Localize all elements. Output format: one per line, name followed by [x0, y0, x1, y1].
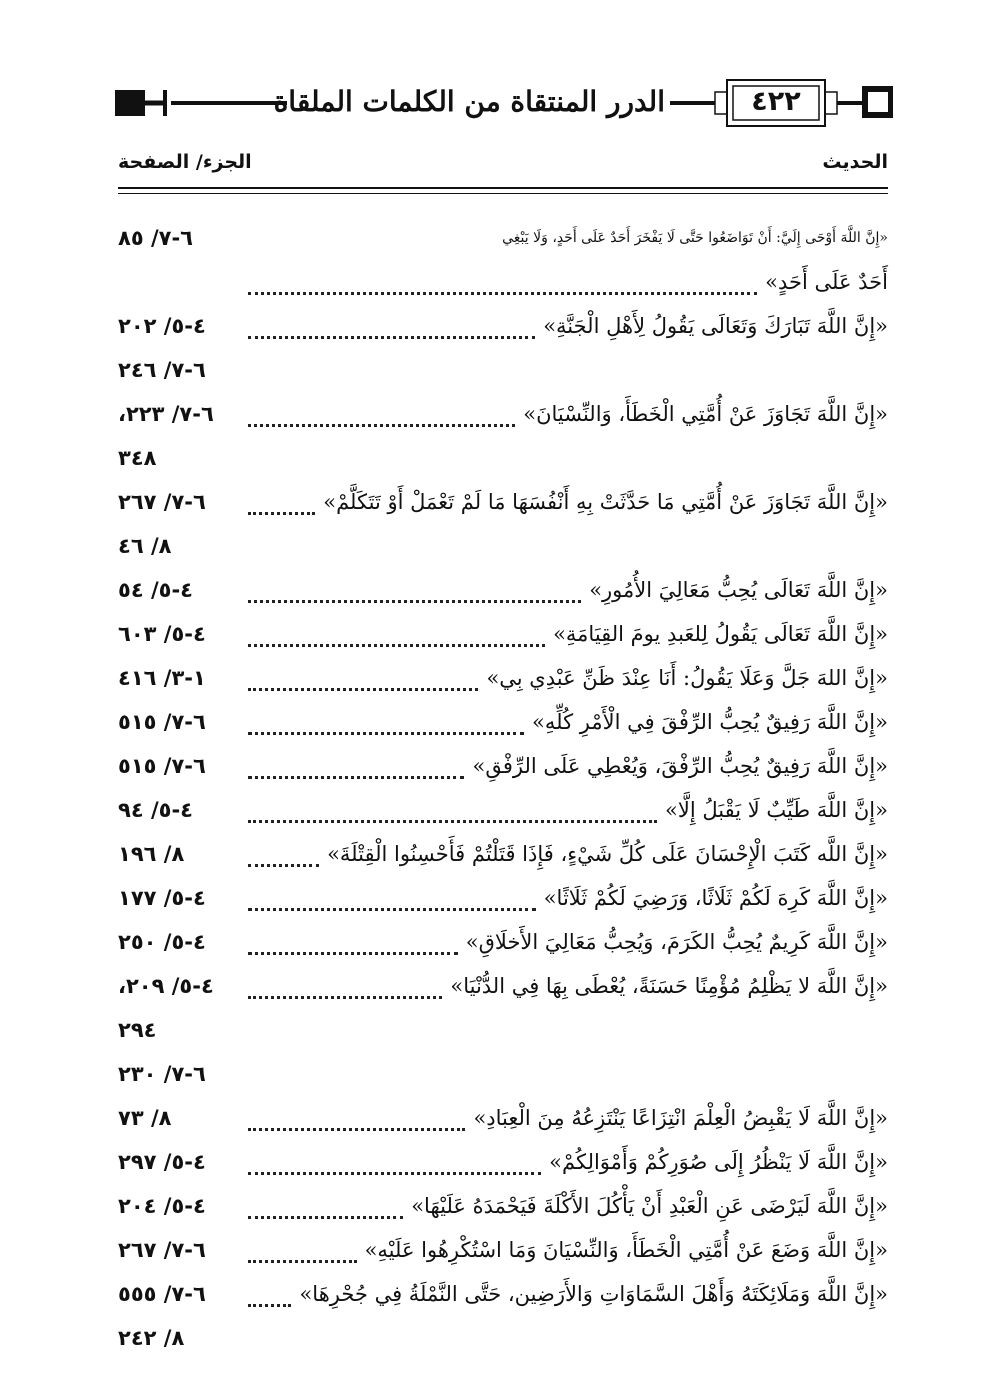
leader-dots [248, 496, 315, 515]
hadith-text: «إِنَّ اللَّهَ طَيِّبٌ لَا يَقْبَلُ إِلَّا» [665, 798, 888, 822]
volume-page-ref: ٨/ ٤٦ [118, 534, 172, 558]
list-item [118, 394, 888, 482]
volume-page-ref: ٤-٥/ ٢٠٤ [118, 1194, 206, 1218]
hadith-text: «إِنَّ اللَّهَ وَضَعَ عَنْ أُمَّتِي الْخَطَأَ، وَالنِّسْيَانَ وَمَا اسْتُكْرِهُوا عَلَيْهِ» [364, 1238, 888, 1262]
column-heading-hadith: الحديث [822, 151, 888, 173]
volume-page-ref: ٨/ ٢٤٢ [118, 1326, 185, 1350]
hadith-text: «إِنَّ اللَّهَ كَرِهَ لَكُمْ ثَلَاثًا، وَرَضِيَ لَكُمْ ثَلَاثًا» [543, 886, 888, 910]
volume-page-ref: ٤-٥/ ٥٤ [118, 578, 193, 602]
book-title: الدرر المنتقاة من الكلمات الملقاة [273, 85, 665, 118]
hadith-text: «إِنَّ اللَّهَ لا يَظْلِمُ مُؤْمِنًا حَسَنَةً، يُعْطَى بِهَا فِي الدُّنْيَا» [450, 974, 888, 998]
list-item [118, 614, 888, 658]
volume-page-ref: ٨/ ٧٣ [118, 1106, 172, 1130]
hadith-text: «إِنَّ اللَّهَ وَمَلَائِكَتَهُ وَأَهْلَ السَّمَاوَاتِ وَالأَرَضِين، حَتَّى النَّمْلَةُ فِي جُحْرِهَا» [299, 1282, 888, 1306]
leader-dots [248, 1200, 403, 1219]
volume-page-ref: ٦-٧/ ٨٥ [118, 226, 193, 250]
leader-dots [248, 980, 442, 999]
list-item [118, 658, 888, 702]
volume-page-ref: ٦-٧/ ٢٤٦ [118, 358, 206, 382]
list-item [118, 1186, 888, 1230]
list-item [118, 218, 888, 306]
hadith-text: «إِنَّ اللَّهَ تَبَارَكَ وَتَعَالَى يَقُولُ لِأَهْلِ الْجَنَّةِ» [543, 314, 888, 338]
leader-dots [248, 804, 657, 823]
hadith-text: «إِنَّ اللَّهَ تَعَالَى يُحِبُّ مَعَالِيَ الأُمُورِ» [589, 578, 888, 602]
list-item [118, 878, 888, 922]
running-header [115, 72, 893, 136]
list-item [118, 702, 888, 746]
leader-dots [248, 936, 458, 955]
list-item [118, 746, 888, 790]
hadith-text: «إِنَّ اللَّهَ رَفِيقٌ يُحِبُّ الرِّفْقَ، وَيُعْطِي عَلَى الرِّفْقِ» [472, 754, 888, 778]
leader-dots [248, 848, 319, 867]
volume-page-ref: ٦-٧/ ٢٦٧ [118, 490, 206, 514]
hadith-text: «إِنَّ اللَّهَ أَوْحَى إِلَيَّ: أَنْ تَوَاضَعُوا حَتَّى لَا يَفْخَرَ أَحَدٌ عَلَى أَحَدٍ، وَلَا يَبْغِي [502, 230, 888, 246]
list-item [118, 966, 888, 1098]
leader-dots [248, 892, 536, 911]
list-item [118, 1098, 888, 1142]
list-item [118, 1274, 888, 1362]
heading-rule-bottom [118, 193, 888, 194]
leader-dots [248, 672, 478, 691]
list-item [118, 1142, 888, 1186]
volume-page-ref: ٤-٥/ ٩٤ [118, 798, 193, 822]
heading-rule-top [118, 187, 888, 189]
list-item [118, 790, 888, 834]
leader-dots [248, 408, 515, 427]
hadith-text: أَحَدٌ عَلَى أَحَدٍ» [765, 270, 888, 294]
hadith-text: «إِنَّ اللَّه كَتَبَ الْإِحْسَانَ عَلَى كُلِّ شَيْءٍ، فَإِذَا قَتَلْتُمْ فَأَحْسِنُوا الْقِتْلَةَ» [327, 842, 888, 866]
list-item [118, 306, 888, 394]
hadith-text: «إِنَّ اللَّهَ لَيَرْضَى عَنِ الْعَبْدِ أَنْ يَأْكُلَ الأَكْلَةَ فَيَحْمَدَهُ عَلَيْهَا» [411, 1194, 888, 1218]
volume-page-ref: ٦-٧/ ٥١٥ [118, 754, 206, 778]
volume-page-ref: ٢٩٤ [118, 1018, 157, 1042]
hadith-text: «إِنَّ اللهَ جَلَّ وَعَلَا يَقُولُ: أَنَا عِنْدَ ظَنِّ عَبْدِي بِي» [486, 666, 888, 690]
hadith-text: «إِنَّ اللَّهَ لَا يَنْظُرُ إِلَى صُوَرِكُمْ وَأَمْوَالِكُمْ» [549, 1150, 888, 1174]
hadith-text: «إِنَّ اللَّهَ تَعَالَى يَقُولُ لِلعَبدِ يومَ القِيَامَةِ» [553, 622, 888, 646]
volume-page-ref: ٨/ ١٩٦ [118, 842, 185, 866]
volume-page-ref: ٦-٧/ ٢٦٧ [118, 1238, 206, 1262]
leader-dots [248, 584, 581, 603]
column-headings [118, 147, 888, 181]
page-number: ٤٢٢ [751, 86, 801, 117]
list-item [118, 1230, 888, 1274]
volume-page-ref: ٦-٧/ ٢٢٣، [118, 402, 214, 426]
list-item [118, 834, 888, 878]
leader-dots [248, 276, 757, 295]
hadith-text: «إِنَّ اللَّهَ كَرِيمٌ يُحِبُّ الكَرَمَ، وَيُحِبُّ مَعَالِيَ الأَخلَاقِ» [465, 930, 888, 954]
volume-page-ref: ٦-٧/ ٢٣٠ [118, 1062, 206, 1086]
hadith-text: «إِنَّ اللَّهَ تَجَاوَزَ عَنْ أُمَّتِي مَا حَدَّثَتْ بِهِ أَنْفُسَهَا مَا لَمْ تَعْمَلْ أَوْ تَتَكَلَّمْ» [323, 490, 888, 514]
leader-dots [248, 1112, 465, 1131]
leader-dots [248, 320, 535, 339]
leader-dots [248, 628, 545, 647]
column-heading-volume-page: الجزء/ الصفحة [118, 151, 252, 173]
volume-page-ref: ٤-٥/ ١٧٧ [118, 886, 206, 910]
volume-page-ref: ٦-٧/ ٥٥٥ [118, 1282, 206, 1306]
hadith-text: «إِنَّ اللَّهَ رَفِيقٌ يُحِبُّ الرِّفْقَ فِي الْأَمْرِ كُلِّهِ» [532, 710, 888, 734]
hadith-text: «إِنَّ اللَّهَ لَا يَقْبِضُ الْعِلْمَ انْتِزَاعًا يَنْتَزِعُهُ مِنَ الْعِبَادِ» [473, 1106, 888, 1130]
leader-dots [248, 1156, 541, 1175]
list-item [118, 922, 888, 966]
leader-dots [248, 760, 464, 779]
leader-dots [248, 1244, 357, 1263]
volume-page-ref: ٦-٧/ ٥١٥ [118, 710, 206, 734]
leader-dots [248, 1288, 291, 1307]
list-item [118, 482, 888, 570]
hadith-index-list [118, 218, 888, 1362]
volume-page-ref: ٤-٥/ ٢٩٧ [118, 1150, 206, 1174]
volume-page-ref: ١-٣/ ٤١٦ [118, 666, 206, 690]
volume-page-ref: ٤-٥/ ٢٥٠ [118, 930, 206, 954]
leader-dots [248, 716, 524, 735]
volume-page-ref: ٤-٥/ ٢٠٩، [118, 974, 214, 998]
volume-page-ref: ٤-٥/ ٢٠٢ [118, 314, 206, 338]
list-item [118, 570, 888, 614]
volume-page-ref: ٤-٥/ ٦٠٣ [118, 622, 206, 646]
hadith-text: «إِنَّ اللَّهَ تَجَاوَزَ عَنْ أُمَّتِي الْخَطَأَ، وَالنِّسْيَانَ» [523, 402, 888, 426]
volume-page-ref: ٣٤٨ [118, 446, 157, 470]
